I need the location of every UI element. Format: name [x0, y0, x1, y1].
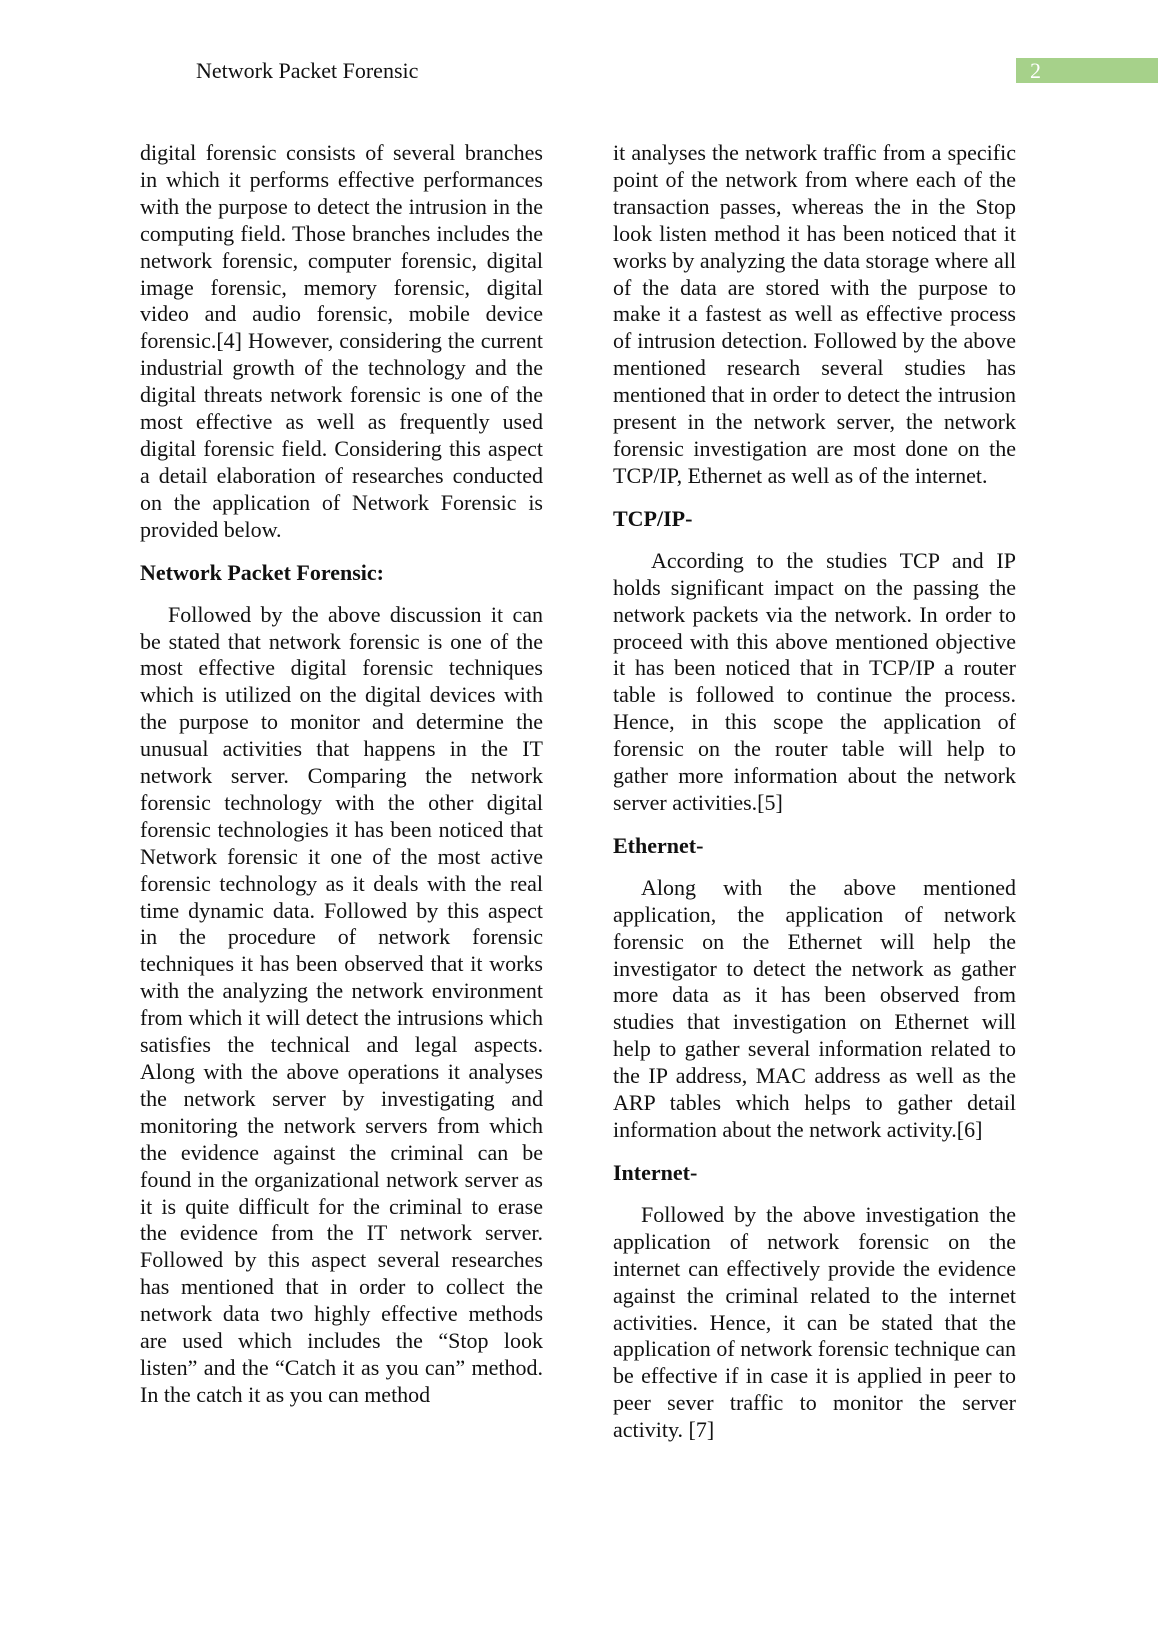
tcp-ip-paragraph: According to the studies TCP and IP holds significant impact on the passing the network packets via the network. In order to proceed with this above mentioned objective it has been noticed that in TCP/IP a router table is followed to continue the process. Hence, in this scope the application of forensic on the router table will help to gather more information about the network server activities.[5]	[613, 547, 1016, 815]
continuation-paragraph: it analyses the network traffic from a specific point of the network from where each of the transaction passes, whereas the in the Stop look listen method it has been noticed that it works by analyzing the data storage where all of the data are stored with the purpose to make it a fastest as well as effective process of intrusion detection. Followed by the above mentioned research several studies has mentioned that in order to detect the intrusion present in the network server, the network forensic investigation are most done on the TCP/IP, Ethernet as well as of the internet.	[613, 140, 1016, 488]
section-heading-tcp-ip: TCP/IP-	[613, 505, 693, 531]
running-header-title: Network Packet Forensic	[196, 58, 419, 83]
section-heading-internet: Internet-	[613, 1159, 698, 1185]
section-heading-ethernet: Ethernet-	[613, 832, 704, 858]
network-packet-forensic-paragraph: Followed by the above discussion it can be stated that network forensic is one of the most effective digital forensic techniques which is utilized on the digital devices with the purpose to monitor and determine the unusual activities that happens in the IT network server. Comparing the network forensic technology with the other digital forensic technologies it has been noticed that Network forensic it one of the most active forensic technology as it deals with the real time dynamic data. Followed by this aspect in the procedure of network forensic techniques it has been observed that it works with the analyzing the network environment from which it will detect the intrusions which satisfies the technical and legal aspects. Along with the above operations it analyses the network server by investigating and monitoring the network servers from which the evidence against the criminal can be found in the organizational network server as it is quite difficult for the criminal to erase the evidence from the IT network server. Followed by this aspect several researches has mentioned that in order to collect the network data two highly effective methods are used which includes the “Stop look listen” and the “Catch it as you can” method. In the catch it as you can method	[140, 601, 543, 1407]
left-column	[140, 140, 543, 1409]
page-number-badge: 2	[1016, 58, 1158, 83]
intro-paragraph: digital forensic consists of several branches in which it performs effective performances with the purpose to detect the intrusion in the computing field. Those branches includes the network forensic, computer forensic, digital image forensic, memory forensic, digital video and audio forensic, mobile device forensic.[4] However, considering the current industrial growth of the technology and the digital threats network forensic is one of the most effective as well as frequently used digital forensic field. Considering this aspect a detail elaboration of researches conducted on the application of Network Forensic is provided below.	[140, 140, 543, 542]
section-heading-network-packet-forensic: Network Packet Forensic:	[140, 559, 384, 585]
right-column	[613, 140, 1016, 1444]
internet-paragraph: Followed by the above investigation the application of network forensic on the internet can effectively provide the evidence against the criminal related to the internet activities. Hence, it can be stated that the application of network forensic technique can be effective if in case it is applied in peer to peer sever traffic to monitor the server activity. [7]	[613, 1201, 1016, 1443]
ethernet-paragraph: Along with the above mentioned application, the application of network forensic on the Ethernet will help the investigator to detect the network as gather more data as it has been observed from studies that investigation on Ethernet will help to gather several information related to the IP address, MAC address as well as the ARP tables which helps to gather detail information about the network activity.[6]	[613, 874, 1016, 1142]
